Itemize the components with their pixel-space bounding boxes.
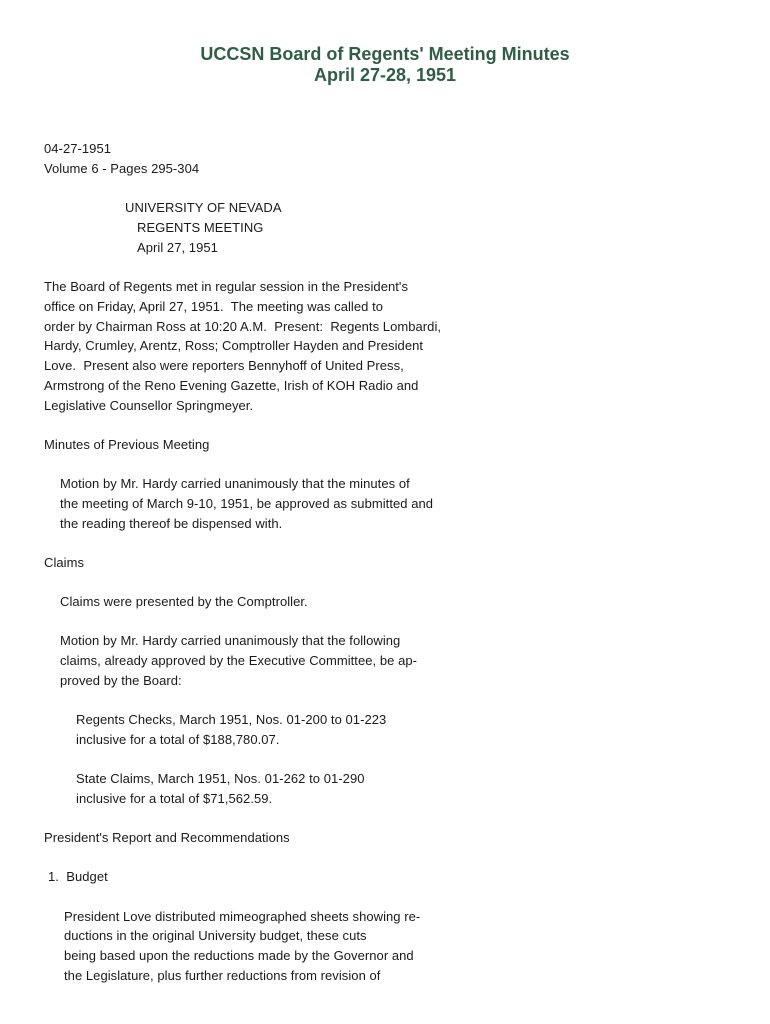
- paragraph-line: order by Chairman Ross at 10:20 A.M. Present: Regents Lombardi,: [44, 319, 442, 334]
- meeting-date: 04-27-1951: [44, 141, 111, 156]
- paragraph-line: inclusive for a total of $71,562.59.: [76, 791, 273, 806]
- paragraph-line: Hardy, Crumley, Arentz, Ross; Comptroller Hayden and President: [44, 338, 424, 353]
- paragraph-line: claims, already approved by the Executive Committee, be ap-: [60, 653, 418, 668]
- paragraph-line: Armstrong of the Reno Evening Gazette, Irish of KOH Radio and: [44, 378, 419, 393]
- section-heading-report: President's Report and Recommendations: [44, 830, 290, 845]
- paragraph-line: Legislative Counsellor Springmeyer.: [44, 398, 254, 413]
- volume-pages: Volume 6 - Pages 295-304: [44, 161, 200, 176]
- paragraph-line: the reading thereof be dispensed with.: [60, 516, 283, 531]
- paragraph-line: proved by the Board:: [60, 673, 182, 688]
- paragraph-line: State Claims, March 1951, Nos. 01-262 to 01-290: [76, 771, 365, 786]
- paragraph-line: Love. Present also were reporters Bennyhoff of United Press,: [44, 358, 404, 373]
- institution-name: UNIVERSITY OF NEVADA: [125, 200, 282, 215]
- paragraph-line: Motion by Mr. Hardy carried unanimously that the following: [60, 633, 401, 648]
- meeting-type: REGENTS MEETING: [137, 220, 264, 235]
- paragraph-line: President Love distributed mimeographed sheets showing re-: [64, 909, 421, 924]
- paragraph-line: Motion by Mr. Hardy carried unanimously that the minutes of: [60, 476, 410, 491]
- paragraph-line: ductions in the original University budget, these cuts: [64, 928, 367, 943]
- section-heading-claims: Claims: [44, 555, 85, 570]
- paragraph-line: inclusive for a total of $188,780.07.: [76, 732, 280, 747]
- paragraph-line: The Board of Regents met in regular session in the President's: [44, 279, 408, 294]
- paragraph-line: being based upon the reductions made by the Governor and: [64, 948, 414, 963]
- section-heading-minutes: Minutes of Previous Meeting: [44, 437, 210, 452]
- item-budget-label: 1. Budget: [48, 869, 108, 884]
- paragraph-line: office on Friday, April 27, 1951. The meeting was called to: [44, 299, 384, 314]
- paragraph-line: the Legislature, plus further reductions from revision of: [64, 968, 381, 983]
- title-line-1: UCCSN Board of Regents' Meeting Minutes: [200, 44, 570, 64]
- paragraph-line: Regents Checks, March 1951, Nos. 01-200 to 01-223: [76, 712, 387, 727]
- claims-presented: Claims were presented by the Comptroller.: [60, 594, 308, 609]
- title-line-2: April 27-28, 1951: [313, 65, 457, 85]
- meeting-date-heading: April 27, 1951: [137, 240, 218, 255]
- paragraph-line: the meeting of March 9-10, 1951, be approved as submitted and: [60, 496, 434, 511]
